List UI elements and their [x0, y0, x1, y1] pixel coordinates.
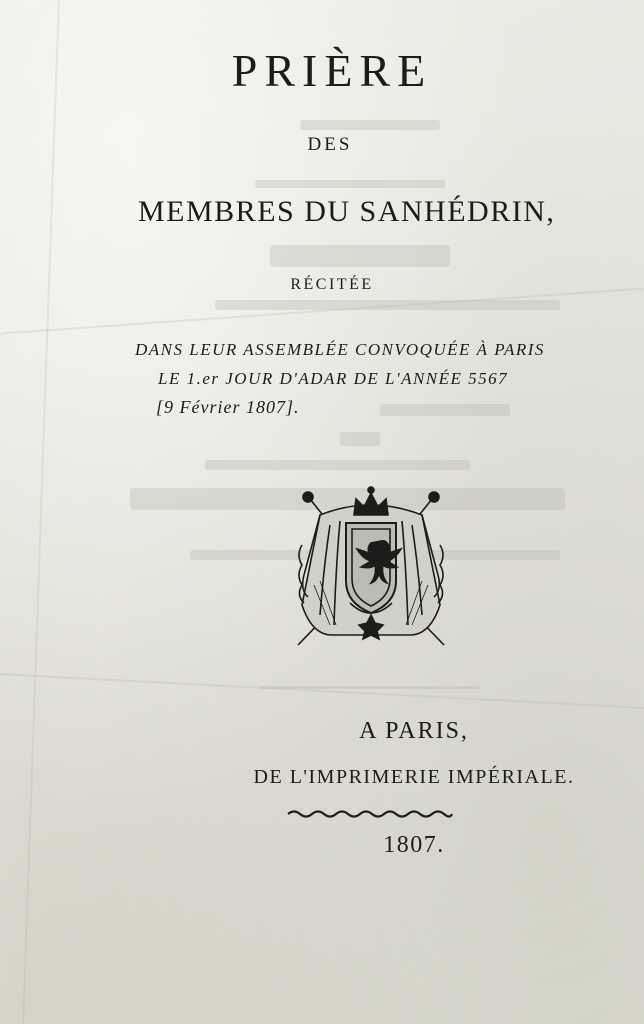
- page-title: PRIÈRE: [231, 45, 433, 96]
- paper-crease: [1, 288, 644, 335]
- subtitle-des: DES: [307, 134, 353, 155]
- gregorian-date-line: [9 Février 1807].: [156, 397, 300, 417]
- place-of-publication: A PARIS,: [359, 718, 469, 744]
- subtitle-membres: MEMBRES DU SANHÉDRIN,: [138, 195, 556, 228]
- publication-year: 1807.: [383, 832, 445, 858]
- subtitle-recitee: RÉCITÉE: [290, 276, 374, 293]
- assembly-line: DANS LEUR ASSEMBLÉE CONVOQUÉE À PARIS: [135, 340, 545, 359]
- paper-crease: [0, 673, 643, 709]
- hebrew-date-line: LE 1.er JOUR D'ADAR DE L'ANNÉE 5567: [158, 369, 509, 388]
- wavy-rule-ornament: [286, 808, 454, 820]
- imperial-coat-of-arms-icon: [290, 485, 452, 651]
- printer: DE L'IMPRIMERIE IMPÉRIALE.: [253, 766, 575, 788]
